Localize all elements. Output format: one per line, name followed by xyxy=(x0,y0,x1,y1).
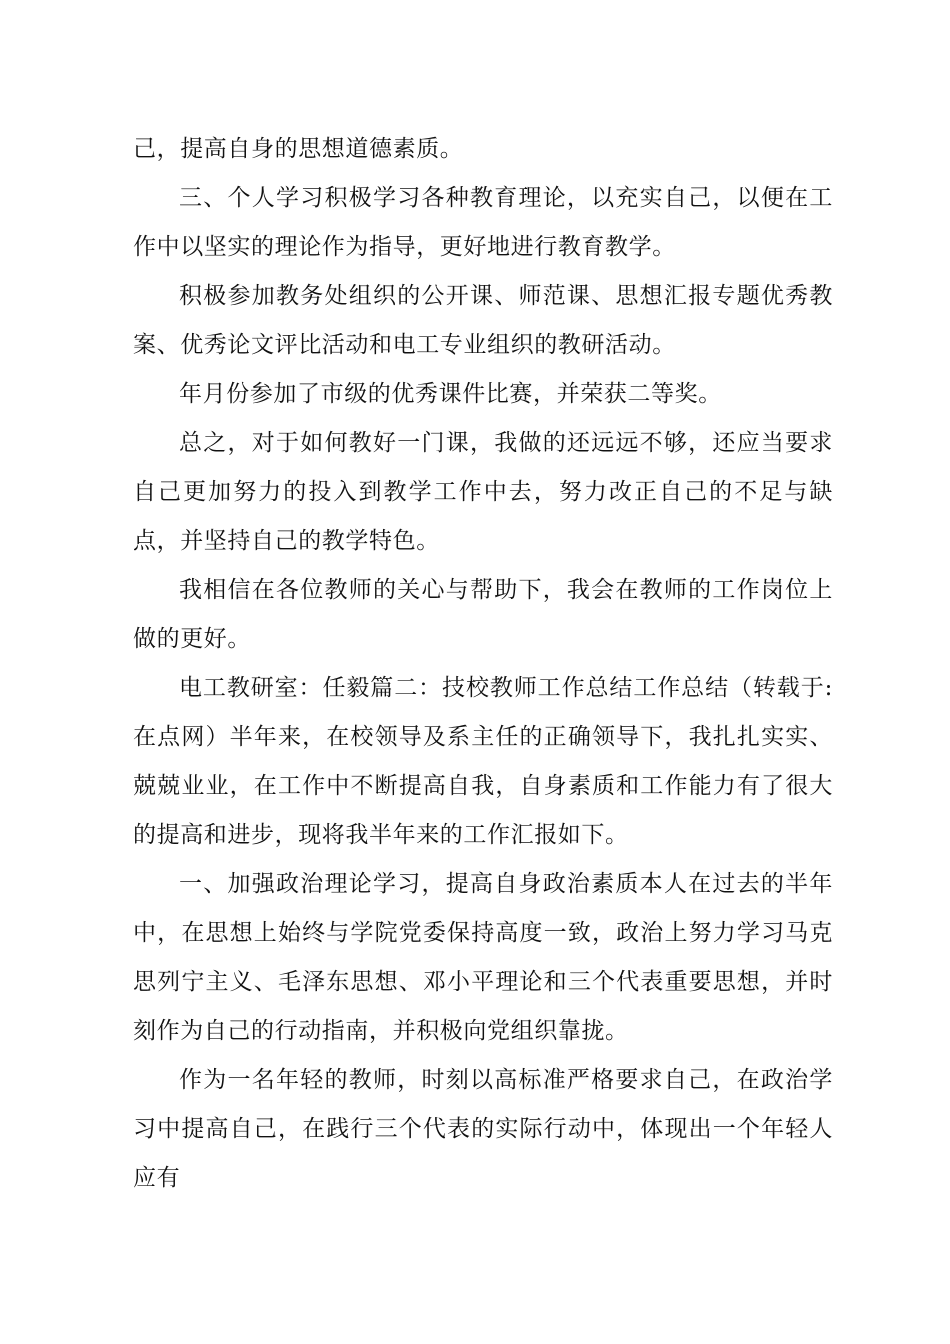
paragraph-5: 总之，对于如何教好一门课，我做的还远远不够，还应当要求自己更加努力的投入到教学工作中去，努力改正自己的不足与缺点，并坚持自己的教学特色。 xyxy=(133,430,833,554)
document-body xyxy=(133,125,833,1203)
paragraph-4: 年月份参加了市级的优秀课件比赛，并荣获二等奖。 xyxy=(179,381,722,407)
paragraph-1: 己，提高自身的思想道德素质。 xyxy=(133,136,464,162)
paragraph-7: 电工教研室：任毅篇二：技校教师工作总结工作总结（转载于:在点网）半年来，在校领导及系主任的正确领导下，我扎扎实实、兢兢业业，在工作中不断提高自我，自身素质和工作能力有了很大的提高和进步，现将我半年来的工作汇报如下。 xyxy=(133,675,833,848)
paragraph-2: 三、个人学习积极学习各种教育理论，以充实自己，以便在工作中以坚实的理论作为指导，更好地进行教育教学。 xyxy=(133,185,833,260)
paragraph-6: 我相信在各位教师的关心与帮助下，我会在教师的工作岗位上做的更好。 xyxy=(133,577,833,652)
paragraph-3: 积极参加教务处组织的公开课、师范课、思想汇报专题优秀教案、优秀论文评比活动和电工专业组织的教研活动。 xyxy=(133,283,833,358)
paragraph-9: 作为一名年轻的教师，时刻以高标准严格要求自己，在政治学习中提高自己，在践行三个代表的实际行动中，体现出一个年轻人应有 xyxy=(133,1067,833,1191)
paragraph-8: 一、加强政治理论学习，提高自身政治素质本人在过去的半年中，在思想上始终与学院党委保持高度一致，政治上努力学习马克思列宁主义、毛泽东思想、邓小平理论和三个代表重要思想，并时刻作为自己的行动指南，并积极向党组织靠拢。 xyxy=(133,871,833,1044)
